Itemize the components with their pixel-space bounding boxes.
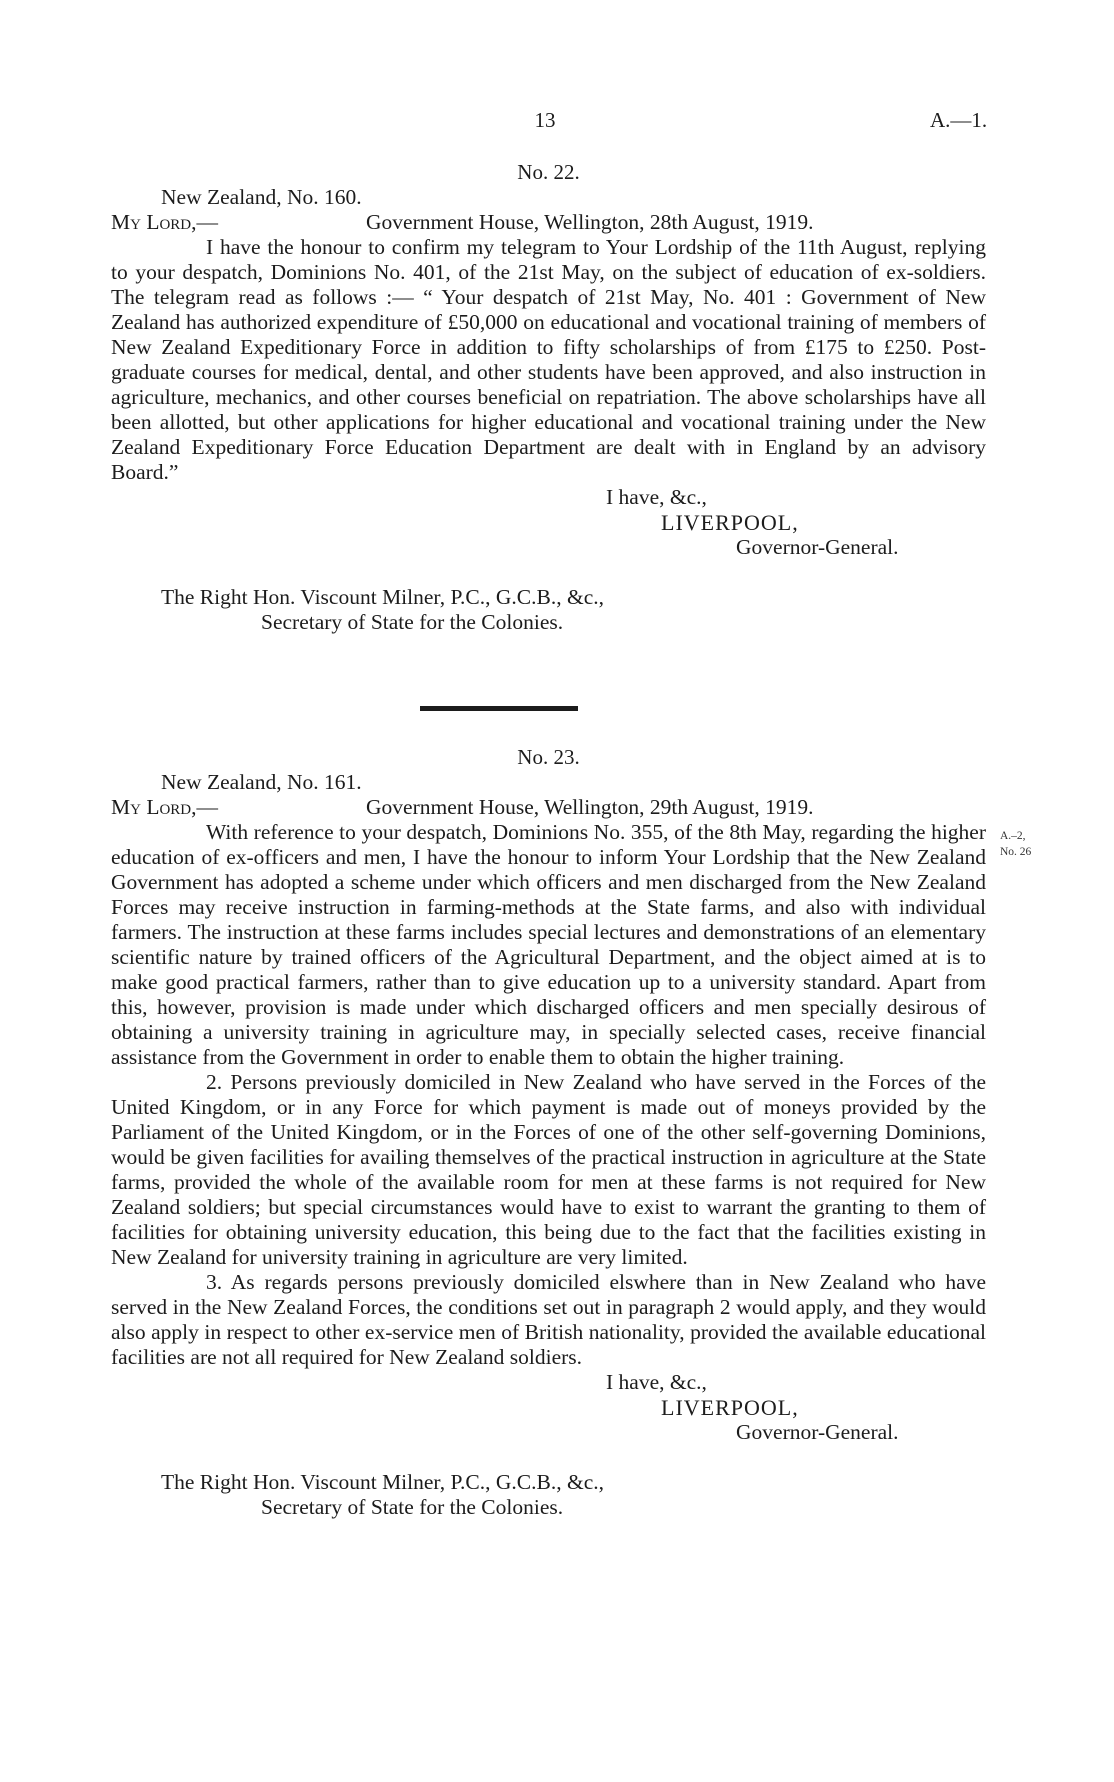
despatch-23	[111, 745, 986, 1520]
addressee-name: The Right Hon. Viscount Milner, P.C., G.C.B., &c.,	[161, 1470, 604, 1494]
despatch-body	[111, 820, 986, 1370]
section-divider	[420, 706, 578, 711]
series-number: New Zealand, No. 161.	[161, 770, 362, 794]
signature-block	[111, 485, 986, 585]
signature: LIVERPOOL,	[661, 510, 799, 535]
signature-block	[111, 1370, 986, 1470]
paragraph: With reference to your despatch, Dominions No. 355, of the 8th May, regarding the higher education of ex-officers and men, I have the honour to inform Your Lordship that the New Zealand Government has adopted a scheme under which officers and men discharged from the New Zealand Forces may receive instruction in farming-methods at the State farms, and also with individual farmers. The instruction at these farms includes special lectures and demonstrations of an elementary scientific nature by trained officers of the Agricultural Department, and the object aimed at is to make good practical farmers, rather than to give education up to a university standard. Apart from this, however, provision is made under which discharged officers and men specially desirous of obtaining a university training in agriculture may, in specially selected cases, receive financial assistance from the Government in order to enable them to obtain the higher training.	[111, 820, 986, 1069]
addressee-office: Secretary of State for the Colonies.	[261, 1495, 564, 1519]
addressee	[111, 1470, 986, 1520]
despatch-body	[111, 235, 986, 485]
signatory-title: Governor-General.	[736, 1420, 899, 1444]
salutation-row	[111, 795, 986, 820]
paragraph: 2. Persons previously domiciled in New Zealand who have served in the Forces of the United Kingdom, or in any Force for which payment is made out of moneys provided by the Parliament of the United Kingdom, or in the Forces of one of the other self-governing Dominions, would be given facilities for availing themselves of the practical instruction in agriculture at the State farms, provided the whole of the available room for men at these farms is not required for New Zealand soldiers; but special circumstances would have to exist to warrant the granting to them of facilities for obtaining university education, this being due to the fact that the facilities existing in New Zealand for university training in agriculture are very limited.	[111, 1070, 986, 1269]
paragraph: I have the honour to confirm my telegram to Your Lordship of the 11th August, replying to your despatch, Dominions No. 401, of the 21st May, on the subject of education of ex-soldiers. The telegram read as follows :— “ Your despatch of 21st May, No. 401 : Government of New Zealand has authorized expenditure of £50,000 on educational and vocational training of members of New Zealand Expeditionary Force in addition to fifty scholarships of from £175 to £250. Post-graduate courses for medical, dental, and other students have been approved, and also instruction in agriculture, mechanics, and other courses beneficial on repatriation. The above scholarships have all been allotted, but other applications for higher educational and vocational training under the New Zealand Expeditionary Force Education Department are dealt with in England by an advisory Board.”	[111, 235, 986, 484]
signature: LIVERPOOL,	[661, 1395, 799, 1420]
addressee-office: Secretary of State for the Colonies.	[261, 610, 564, 634]
paper-reference: A.—1.	[930, 108, 988, 132]
salutation-row	[111, 210, 986, 235]
despatch-22	[111, 160, 986, 635]
salutation: My Lord,—	[111, 795, 219, 819]
addressee-name: The Right Hon. Viscount Milner, P.C., G.C.B., &c.,	[161, 585, 604, 609]
addressee	[111, 585, 986, 635]
paragraph: 3. As regards persons previously domiciled elswhere than in New Zealand who have served in the New Zealand Forces, the conditions set out in paragraph 2 would apply, and they would also apply in respect to other ex-service men of British nationality, provided the available educational facilities are not all required for New Zealand soldiers.	[111, 1270, 986, 1369]
series-number: New Zealand, No. 160.	[161, 185, 362, 209]
place-date: Government House, Wellington, 28th August, 1919.	[366, 210, 814, 234]
margin-reference	[1000, 828, 1031, 860]
closing: I have, &c.,	[606, 485, 707, 509]
closing: I have, &c.,	[606, 1370, 707, 1394]
margin-reference-line: No. 26	[1000, 846, 1032, 858]
margin-reference-line: A.–2,	[1000, 830, 1026, 842]
signatory-title: Governor-General.	[736, 535, 899, 559]
despatch-number: No. 22.	[517, 160, 580, 184]
page-number: 13	[534, 108, 556, 132]
place-date: Government House, Wellington, 29th August, 1919.	[366, 795, 814, 819]
salutation: My Lord,—	[111, 210, 219, 234]
despatch-number: No. 23.	[517, 745, 580, 769]
